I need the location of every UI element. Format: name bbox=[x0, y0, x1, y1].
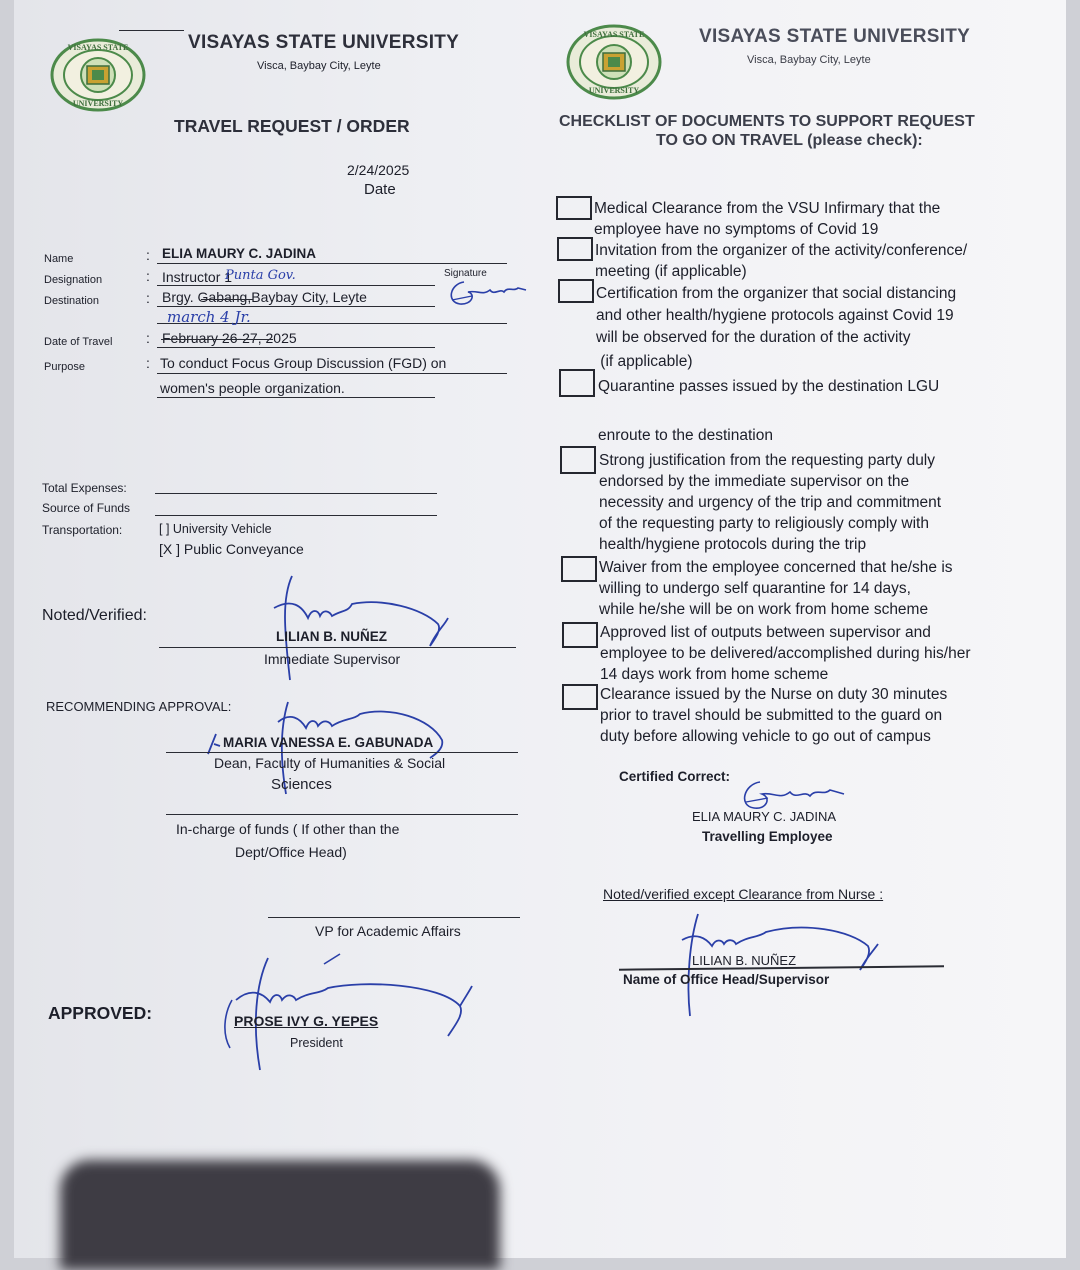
recommending-signature-line bbox=[166, 752, 518, 753]
checkbox-approved-outputs[interactable] bbox=[562, 622, 598, 648]
incharge-line-2: Dept/Office Head) bbox=[235, 844, 347, 860]
total-expenses-label: Total Expenses: bbox=[42, 481, 127, 495]
destination-underline bbox=[157, 306, 435, 307]
seal-text-bottom: UNIVERSITY bbox=[72, 99, 124, 108]
university-seal-logo bbox=[50, 38, 146, 112]
checkbox-medical-clearance[interactable] bbox=[556, 196, 592, 220]
noted-except-nurse: Noted/verified except Clearance from Nurse : bbox=[603, 886, 884, 902]
document-paper: VISAYAS STATE UNIVERSITY VISAYAS STATE UNIVERSITY Visca, Baybay City, Leyte TRAVEL REQUEST / ORDER 2/24/2025 Date Name : ELIA MAURY C. JADINA Designation : Instructor 1 Signature Destination : Brgy. Gabang,Baybay City, Leyte Punta Gov. march 4 Jr. Date of Travel : February 26-27, 2025 Purpose : To conduct Focus Group Discussion (FGD) on women's people organization. Total Expenses: Source of Funds Transportation: [ ] University Vehicle [X ] Public Conveyance Noted/Verified: LILIAN B. NUÑEZ Immediate Supervisor RECOMMENDING APPROVAL: MARIA VANESSA E. GABUNADA Dean, Faculty of Humanities & Social Sciences In-charge of funds ( If other than the Dept/Office Head) VP for Academic Affairs APPROVED: PROSE IVY G. YEPES President VISAYAS STATE UNIVERSITY VISAYAS STATE UNIVERSITY Visca, Baybay City, Leyte CHECKLIST OF DOCUMENTS TO SUPPORT REQUEST TO GO ON TRAVEL (please check): Medical Clearance from the VSU Infirmary that the employee have no symptoms of Covid 19 Invitation from the organizer of the activity/conference/ meeting (if applicable) Certification from the organizer that social distancing and other health/hygiene protocols against Covid 19 will be observed for the duration of the activity (if applicable) Quarantine passes issued by the destination LGU enroute to the destination Strong justification from the requesting party duly endorsed by the immediate supervisor on the necessity and urgency of the trip and commitment of the requesting party to religiously comply with health/hygiene protocols during the trip Waiver from the employee concerned that he/she is willing to undergo self quarantine for 14 days, while he/she will be on work from home scheme Approved list of outputs between supervisor and employee to be delivered/accomplished during his/her 14 days work from home scheme Clearance issued by the Nurse on duty 30 minutes prior to travel should be submitted to the guard on duty before allowing vehicle to go out of campus Certified Correct: ELIA MAURY C. JADINA Travelling Employee Noted/verified except Clearance from Nurse : LILIAN B. NUÑEZ Name of Office Head/Supervisor bbox=[14, 0, 1066, 1258]
name-underline bbox=[157, 263, 507, 264]
purpose-line-2: women's people organization. bbox=[160, 380, 345, 396]
supervisor-signature bbox=[262, 568, 452, 688]
date-label: Date bbox=[364, 181, 396, 198]
date-travel-underline bbox=[157, 347, 435, 348]
destination-strikethrough bbox=[201, 299, 253, 300]
checkbox-certification[interactable] bbox=[558, 279, 594, 303]
certified-name: ELIA MAURY C. JADINA bbox=[692, 809, 837, 824]
noted-role: Immediate Supervisor bbox=[264, 651, 401, 667]
checkbox-justification[interactable] bbox=[560, 446, 596, 474]
checklist-item-quarantine: Quarantine passes issued by the destination LGU enroute to the destination bbox=[598, 378, 940, 444]
seal-text-top: VISAYAS STATE bbox=[67, 43, 129, 52]
purpose-underline-1 bbox=[157, 373, 507, 374]
date-travel-handwritten: march 4 Jr. bbox=[167, 308, 251, 326]
checklist-seal-text-bottom: UNIVERSITY bbox=[588, 86, 640, 95]
noted-name: LILIAN B. NUÑEZ bbox=[276, 629, 387, 644]
checklist-item-justification: Strong justification from the requesting party duly endorsed by the immediate supervisor on the necessity and urgency of the trip and commitment of the requesting party to religiously comply with health/hygiene protocols during the trip bbox=[599, 452, 942, 553]
employee-signature bbox=[442, 274, 532, 310]
recommending-approval-label: RECOMMENDING APPROVAL: bbox=[46, 699, 232, 714]
designation-label: Designation bbox=[44, 274, 103, 286]
source-funds-line bbox=[155, 515, 437, 516]
purpose-line-1: To conduct Focus Group Discussion (FGD) on bbox=[160, 355, 447, 371]
source-funds-label: Source of Funds bbox=[42, 501, 131, 515]
vp-signature-line bbox=[268, 917, 520, 918]
checklist-item-outputs: Approved list of outputs between supervisor and employee to be delivered/accomplished during his/her 14 days work from home scheme bbox=[600, 624, 971, 683]
destination-label: Destination bbox=[44, 295, 100, 307]
university-name: VISAYAS STATE UNIVERSITY bbox=[188, 32, 460, 53]
university-address: Visca, Baybay City, Leyte bbox=[257, 60, 381, 72]
incharge-line-1: In-charge of funds ( If other than the bbox=[176, 821, 400, 837]
certified-role: Travelling Employee bbox=[702, 829, 833, 844]
checklist-title-line-2: TO GO ON TRAVEL (please check): bbox=[656, 132, 923, 149]
checkbox-quarantine-passes[interactable] bbox=[559, 369, 595, 397]
recommending-role-line-2: Sciences bbox=[271, 776, 332, 793]
noted-signature-line bbox=[159, 647, 516, 648]
recommending-role-line-1: Dean, Faculty of Humanities & Social bbox=[214, 755, 446, 771]
designation-value: Instructor 1 bbox=[162, 269, 233, 285]
purpose-label: Purpose bbox=[44, 361, 85, 373]
checklist-seal-text-top: VISAYAS STATE bbox=[583, 30, 645, 39]
checklist-university-address: Visca, Baybay City, Leyte bbox=[747, 54, 871, 66]
vp-label: VP for Academic Affairs bbox=[315, 923, 461, 939]
noted-verified-label: Noted/Verified: bbox=[42, 607, 147, 624]
office-head-role: Name of Office Head/Supervisor bbox=[623, 972, 830, 987]
transportation-label: Transportation: bbox=[42, 523, 123, 537]
president-signature bbox=[204, 944, 474, 1076]
date-value: 2/24/2025 bbox=[347, 162, 410, 178]
total-expenses-line bbox=[155, 493, 437, 494]
checkbox-nurse-clearance[interactable] bbox=[562, 684, 598, 710]
checkbox-waiver[interactable] bbox=[561, 556, 597, 582]
destination-handwritten: Punta Gov. bbox=[225, 268, 296, 283]
checklist-university-name: VISAYAS STATE UNIVERSITY bbox=[699, 26, 971, 47]
date-travel-strikethrough bbox=[161, 339, 273, 340]
recommending-name: MARIA VANESSA E. GABUNADA bbox=[223, 735, 434, 750]
checklist-item-medical: Medical Clearance from the VSU Infirmary that the employee have no symptoms of Covid 19 bbox=[594, 200, 941, 238]
checkbox-invitation[interactable] bbox=[557, 237, 593, 261]
date-travel-label: Date of Travel bbox=[44, 336, 113, 348]
certified-correct-label: Certified Correct: bbox=[619, 769, 731, 784]
name-label: Name bbox=[44, 253, 74, 265]
checklist-title-line-1: CHECKLIST OF DOCUMENTS TO SUPPORT REQUEST bbox=[559, 113, 975, 130]
designation-underline bbox=[157, 285, 435, 286]
name-value: ELIA MAURY C. JADINA bbox=[162, 246, 317, 261]
purpose-underline-2 bbox=[157, 397, 435, 398]
option-public-conveyance: [X ] Public Conveyance bbox=[159, 541, 304, 557]
checklist-item-certification: Certification from the organizer that social distancing and other health/hygiene protocols against Covid 19 will be observed for the duration of the activity (if applicable) bbox=[596, 285, 957, 370]
office-head-name: LILIAN B. NUÑEZ bbox=[692, 953, 797, 968]
checklist-item-nurse: Clearance issued by the Nurse on duty 30 minutes prior to travel should be submitted to the guard on duty before allowing vehicle to go out of campus bbox=[600, 686, 948, 745]
approved-label: APPROVED: bbox=[48, 1003, 153, 1023]
president-role: President bbox=[290, 1036, 343, 1050]
date-travel-value: February 26-27, 2025 bbox=[162, 330, 297, 346]
destination-value: Brgy. Gabang,Baybay City, Leyte bbox=[162, 289, 367, 305]
signature-label: Signature bbox=[444, 268, 487, 279]
checklist-item-waiver: Waiver from the employee concerned that he/she is willing to undergo self quarantine for 14 days, while he/she will be on work from home scheme bbox=[599, 559, 953, 618]
finger-shadow bbox=[60, 1160, 500, 1270]
checklist-item-invitation: Invitation from the organizer of the activity/conference/ meeting (if applicable) bbox=[595, 242, 968, 280]
top-mark bbox=[119, 30, 184, 31]
president-name: PROSE IVY G. YEPES bbox=[234, 1013, 379, 1029]
form-title: TRAVEL REQUEST / ORDER bbox=[174, 116, 410, 136]
option-university-vehicle: [ ] University Vehicle bbox=[159, 522, 272, 536]
incharge-signature-line bbox=[166, 814, 518, 815]
checklist-seal-logo bbox=[566, 24, 662, 100]
